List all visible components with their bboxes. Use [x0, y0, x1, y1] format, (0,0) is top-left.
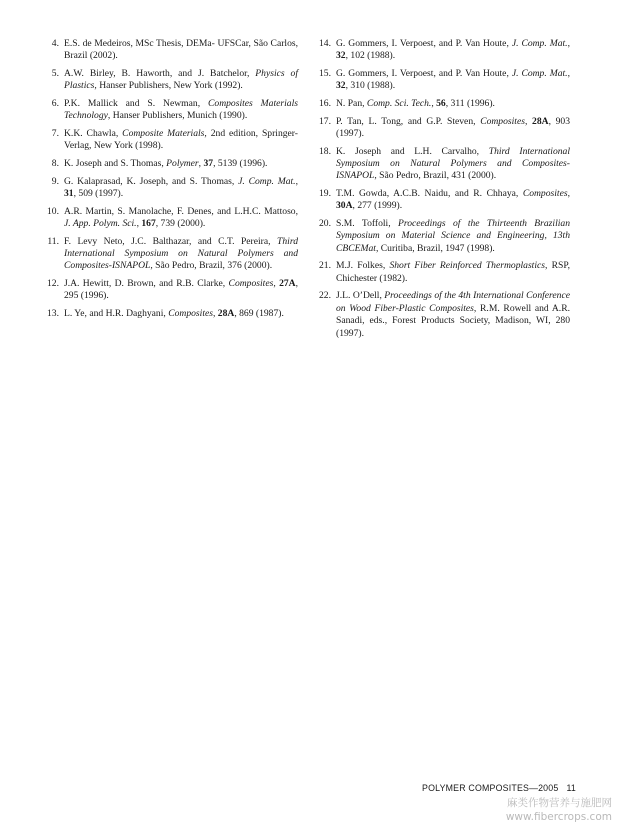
reference-item — [44, 308, 298, 320]
reference-text: , — [524, 115, 533, 127]
reference-number: 6. — [51, 98, 59, 109]
reference-text: K.K. Chawla, — [64, 128, 123, 139]
references-right-column — [316, 38, 570, 345]
reference-text: , 5139 (1996). — [213, 158, 268, 169]
reference-item — [316, 260, 570, 285]
reference-volume: 27A — [279, 278, 296, 289]
reference-volume: 31 — [64, 188, 74, 199]
reference-text: F. Levy Neto, J.C. Balthazar, and C.T. Pereira, — [64, 235, 278, 247]
reference-item — [316, 116, 570, 141]
reference-item — [44, 68, 298, 93]
reference-text: , — [431, 98, 437, 109]
reference-text: P.K. Mallick and S. Newman, — [64, 98, 208, 109]
reference-item — [316, 218, 570, 255]
reference-item — [44, 158, 298, 170]
reference-title: Comp. Sci. Tech. — [366, 98, 432, 109]
reference-number: 10. — [47, 205, 59, 217]
reference-item — [316, 290, 570, 340]
reference-item — [316, 98, 570, 110]
reference-volume: 28A — [217, 308, 235, 319]
reference-text: A.R. Martin, S. Manolache, F. Denes, and L.H.C. Mattoso, — [64, 205, 298, 217]
reference-volume: 32 — [336, 50, 346, 62]
reference-title: Third International Symposium on Natural Polymers and Composites-ISNAPOL — [336, 145, 571, 182]
reference-volume: 56 — [436, 98, 446, 109]
reference-text: , São Pedro, Brazil, 431 (2000). — [374, 170, 497, 182]
reference-number: 16. — [319, 98, 331, 109]
reference-text: K. Joseph and S. Thomas, — [64, 158, 167, 169]
reference-volume: 167 — [141, 218, 156, 229]
reference-title: Third International Symposium on Natural Polymers and Composites-ISNAPOL — [64, 235, 298, 272]
reference-number: 13. — [47, 308, 59, 319]
reference-title: Composites — [228, 278, 274, 289]
reference-text: T.M. Gowda, A.C.B. Naidu, and R. Chhaya, — [336, 188, 523, 199]
reference-text: , — [198, 158, 204, 169]
reference-item — [44, 278, 298, 303]
reference-number: 14. — [319, 38, 331, 49]
reference-number: 7. — [51, 128, 59, 139]
reference-title: Short Fiber Reinforced Thermoplastics — [389, 260, 546, 272]
reference-text: , — [295, 175, 298, 187]
reference-volume: 28A — [532, 115, 549, 127]
reference-text: , Hanser Publishers, Munich (1990). — [107, 110, 248, 122]
reference-number: 22. — [319, 290, 331, 302]
reference-text: , R.M. Rowell and A.R. Sanadi, eds., Forest Products Society, Madison, WI, 280 (1997). — [336, 302, 570, 339]
reference-text: , — [136, 218, 142, 229]
reference-text: , — [567, 188, 570, 199]
footer-journal-name: POLYMER COMPOSITES—2005 — [422, 783, 559, 793]
reference-text: P. Tan, L. Tong, and G.P. Steven, — [336, 115, 481, 127]
reference-number: 19. — [319, 188, 331, 199]
reference-text: , 311 (1996). — [445, 98, 495, 109]
reference-number: 8. — [51, 158, 59, 169]
reference-text: S.M. Toffoli, — [336, 218, 398, 229]
reference-item — [316, 188, 570, 213]
reference-text: , RSP, Chichester (1982). — [336, 260, 571, 284]
reference-text: , 277 (1999). — [352, 200, 403, 212]
reference-item — [44, 38, 298, 63]
reference-title: Composites — [480, 115, 525, 127]
reference-number: 21. — [319, 260, 331, 272]
reference-text: , 739 (2000). — [155, 218, 206, 229]
reference-text: , 869 (1987). — [234, 308, 284, 319]
reference-title: Composite Materials — [122, 128, 205, 139]
reference-item — [44, 176, 298, 201]
reference-text: , 509 (1997). — [73, 188, 124, 199]
site-watermark — [506, 796, 612, 824]
reference-item — [44, 236, 298, 273]
reference-text: , Hanser Publishers, New York (1992). — [94, 80, 243, 92]
reference-title: J. App. Polym. Sci. — [64, 218, 137, 229]
reference-volume: 32 — [336, 80, 346, 92]
reference-title: J. Comp. Mat. — [511, 68, 568, 79]
reference-text: , São Pedro, Brazil, 376 (2000). — [150, 260, 273, 272]
reference-title: Polymer — [166, 158, 199, 169]
reference-item — [44, 206, 298, 231]
reference-number: 17. — [319, 115, 331, 127]
reference-volume: 30A — [336, 200, 353, 212]
reference-number: 18. — [319, 145, 331, 157]
reference-text: , — [567, 38, 570, 49]
watermark-site-name: 麻类作物营养与施肥网 — [507, 797, 612, 809]
reference-number: 4. — [51, 38, 59, 49]
reference-text: , Curitiba, Brazil, 1947 (1998). — [375, 242, 495, 254]
reference-text: , — [273, 278, 280, 289]
reference-title: J. Comp. Mat. — [238, 175, 296, 187]
reference-title: Composites — [168, 308, 213, 319]
reference-title: Proceedings of the Thirteenth Brazilian Symposium on Material Science and Engineering, 13th CBCEMat — [336, 218, 571, 254]
reference-item — [316, 68, 570, 93]
reference-text: G. Gommers, I. Verpoest, and P. Van Houte, — [336, 68, 512, 79]
reference-text: M.J. Folkes, — [336, 260, 390, 272]
reference-title: Composites Materials Technology — [64, 98, 298, 122]
reference-text: A.W. Birley, B. Haworth, and J. Batchelor, — [64, 68, 256, 79]
reference-text: K. Joseph and L.H. Carvalho, — [336, 145, 489, 157]
reference-text: , — [212, 308, 218, 319]
reference-item — [316, 38, 570, 63]
reference-title: Proceedings of the 4th International Conference on Wood Fiber-Plastic Composites — [336, 290, 570, 314]
reference-text: , 903 (1997). — [336, 115, 571, 139]
reference-text: E.S. de Medeiros, MSc Thesis, DEMa- UFSCar, São Carlos, Brazil (2002). — [64, 38, 298, 62]
reference-text: , 310 (1988). — [345, 80, 396, 92]
references-left-column — [44, 38, 298, 326]
reference-item — [44, 128, 298, 153]
reference-item — [316, 146, 570, 183]
reference-text: G. Gommers, I. Verpoest, and P. Van Houte, — [336, 38, 512, 49]
reference-number: 12. — [47, 278, 59, 289]
reference-text: N. Pan, — [336, 98, 367, 109]
reference-number: 15. — [319, 68, 331, 79]
reference-text: J.A. Hewitt, D. Brown, and R.B. Clarke, — [64, 278, 229, 289]
footer-page-number: 11 — [566, 783, 576, 793]
reference-text: , 102 (1988). — [345, 50, 396, 62]
page-footer — [422, 783, 576, 793]
reference-title: J. Comp. Mat. — [511, 38, 568, 49]
reference-text: , 295 (1996). — [64, 278, 298, 302]
reference-item — [44, 98, 298, 123]
reference-text: J.L. O’Dell, — [336, 290, 385, 302]
watermark-url: www.fibercrops.com — [505, 811, 612, 823]
reference-text: , 2nd edition, Springer-Verlag, New York (1998). — [64, 128, 298, 152]
reference-number: 20. — [319, 218, 331, 229]
reference-text: , — [567, 68, 570, 79]
reference-text: G. Kalaprasad, K. Joseph, and S. Thomas, — [64, 175, 239, 187]
reference-number: 9. — [51, 175, 59, 187]
reference-number: 5. — [51, 68, 59, 79]
reference-title: Composites — [522, 188, 568, 199]
reference-title: Physics of Plastics — [64, 68, 299, 92]
reference-number: 11. — [47, 235, 59, 247]
reference-volume: 37 — [203, 158, 214, 169]
reference-text: L. Ye, and H.R. Daghyani, — [64, 308, 169, 319]
